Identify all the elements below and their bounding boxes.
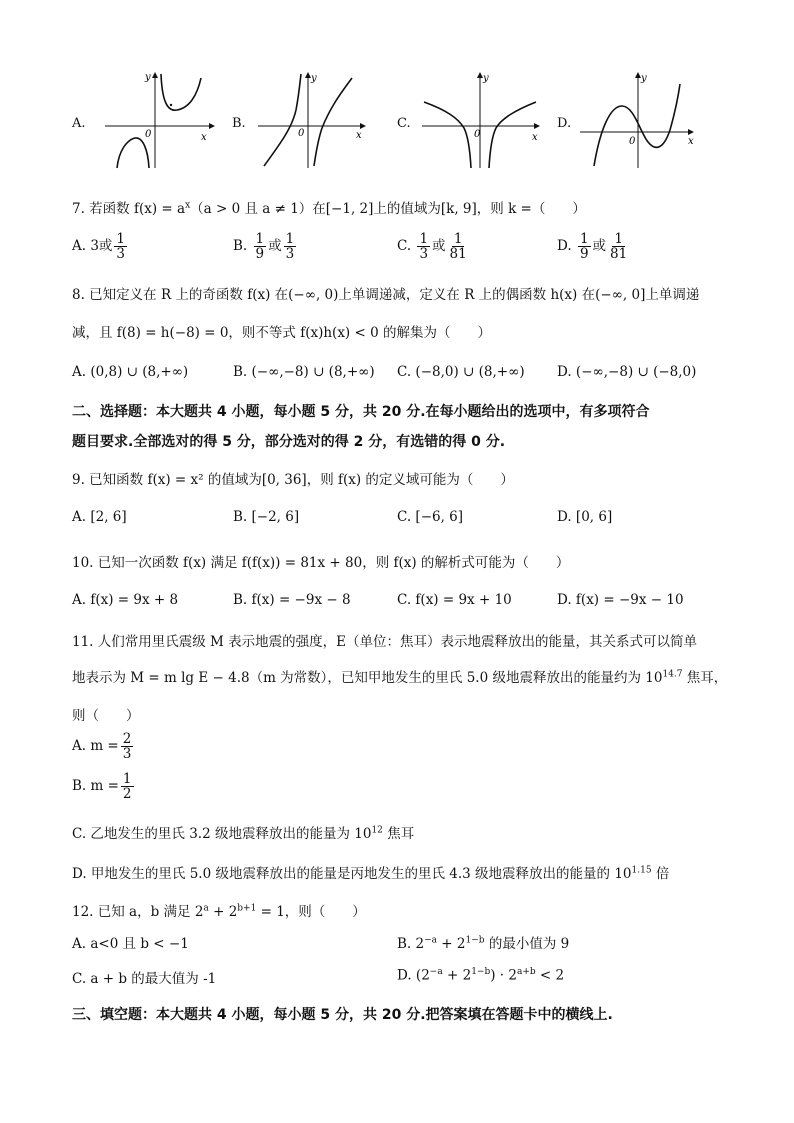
fraction: $\frac{1}{3}$ xyxy=(285,231,295,263)
svg-text:y: y xyxy=(145,72,151,83)
graph-b xyxy=(258,70,368,170)
svg-text:0: 0 xyxy=(145,129,152,140)
graph-label-c: C. xyxy=(397,116,411,131)
fraction: $\frac{1}{3}$ xyxy=(116,231,126,263)
q9-option-b[interactable]: B. [−2, 6] xyxy=(233,509,300,525)
fraction: $\frac{1}{2}$ xyxy=(122,771,132,803)
q12-option-a[interactable]: A. a<0 且 b < −1 xyxy=(72,936,189,952)
q8-option-c[interactable]: C. (−8,0) ∪ (8,+∞) xyxy=(397,364,525,380)
svg-text:x: x xyxy=(688,136,694,147)
q8-option-d[interactable]: D. (−∞,−8) ∪ (−8,0) xyxy=(557,364,697,380)
svg-text:y: y xyxy=(483,73,489,84)
svg-text:x: x xyxy=(201,132,207,143)
question-7-exponent: x xyxy=(185,200,191,211)
fraction: $\frac{1}{81}$ xyxy=(449,231,467,263)
svg-text:0: 0 xyxy=(474,129,481,140)
question-7-text-2: （a > 0 且 a ≠ 1）在[−1, 2]上的值域为[k, 9]，则 k =（ ） xyxy=(190,201,586,217)
section-3-heading: 三、填空题：本大题共 4 小题，每小题 5 分，共 20 分.把答案填在答题卡中的横线上. xyxy=(72,1007,613,1023)
section-2-heading-line-1: 二、选择题：本大题共 4 小题，每小题 5 分，共 20 分.在每小题给出的选项中，有多项符合 xyxy=(72,404,650,420)
q11-option-d[interactable]: D. 甲地发生的里氏 5.0 级地震释放出的能量是丙地发生的里氏 4.3 级地震释放出的能量的 $10^{1.15}$ 倍 xyxy=(72,865,670,882)
q12-option-b[interactable]: B. $2^{-a} + 2^{1-b}$ 的最小值为 9 xyxy=(397,935,570,952)
q10-option-a[interactable]: A. f(x) = 9x + 8 xyxy=(72,592,179,608)
q9-option-d[interactable]: D. [0, 6] xyxy=(557,509,613,525)
graph-d xyxy=(580,70,700,170)
q12-option-c[interactable]: C. a + b 的最大值为 -1 xyxy=(72,971,217,987)
fraction: $\frac{1}{9}$ xyxy=(255,231,265,263)
q12-option-d[interactable]: D. $(2^{-a} + 2^{1-b}) \cdot 2^{a+b} < 2$ xyxy=(397,967,565,984)
q7-option-c[interactable]: C. $\frac{1}{3}$ 或 $\frac{1}{81}$ xyxy=(397,231,467,263)
q7-option-d[interactable]: D. $\frac{1}{9}$ 或 $\frac{1}{81}$ xyxy=(557,231,628,263)
question-11-line-2: 地表示为 M = m lg E − 4.8（m 为常数），已知甲地发生的里氏 5.0 级地震释放出的能量约为 $10^{14.7}$ 焦耳， xyxy=(72,669,728,686)
svg-text:0: 0 xyxy=(298,128,305,139)
fraction: $\frac{2}{3}$ xyxy=(122,731,132,763)
fraction: $\frac{1}{9}$ xyxy=(579,231,589,263)
q8-option-a[interactable]: A. (0,8) ∪ (8,+∞) xyxy=(72,364,189,380)
q10-option-b[interactable]: B. f(x) = −9x − 8 xyxy=(233,592,351,608)
svg-text:x: x xyxy=(356,130,362,141)
question-8-line-1: 8. 已知定义在 R 上的奇函数 f(x) 在(−∞, 0)上单调递减，定义在 R 上的偶函数 h(x) 在(−∞, 0]上单调递 xyxy=(72,287,700,303)
section-2-heading-line-2: 题目要求.全部选对的得 5 分，部分选对的得 2 分，有选错的得 0 分. xyxy=(72,434,506,450)
svg-text:0: 0 xyxy=(629,136,636,147)
q11-option-a[interactable]: A. m = $\frac{2}{3}$ xyxy=(72,731,132,763)
q10-option-c[interactable]: C. f(x) = 9x + 10 xyxy=(397,592,512,608)
svg-text:x: x xyxy=(532,132,538,143)
svg-text:y: y xyxy=(311,73,317,84)
graph-a xyxy=(105,70,215,170)
fraction: $\frac{1}{3}$ xyxy=(419,231,429,263)
graph-label-d: D. xyxy=(557,116,572,131)
question-12: 12. 已知 a，b 满足 $2^a + 2^{b+1} = 1$，则（ ） xyxy=(72,903,366,920)
question-7-text: 7. 若函数 f(x) = a xyxy=(72,201,186,217)
graph-label-b: B. xyxy=(232,116,246,131)
q9-option-c[interactable]: C. [−6, 6] xyxy=(397,509,464,525)
q11-option-c[interactable]: C. 乙地发生的里氏 3.2 级地震释放出的能量为 $10^{12}$ 焦耳 xyxy=(72,825,415,842)
question-11-line-1: 11. 人们常用里氏震级 M 表示地震的强度，E（单位：焦耳）表示地震释放出的能量，其关系式可以简单 xyxy=(72,634,698,650)
question-8-line-2: 减，且 f(8) = h(−8) = 0，则不等式 f(x)h(x) < 0 的解集为（ ） xyxy=(72,325,491,341)
q8-option-b[interactable]: B. (−∞,−8) ∪ (8,+∞) xyxy=(233,364,375,380)
q11-option-b[interactable]: B. m = $\frac{1}{2}$ xyxy=(72,771,132,803)
question-11-line-3: 则（ ） xyxy=(72,708,140,724)
question-9: 9. 已知函数 f(x) = x² 的值域为[0, 36]，则 f(x) 的定义域可能为（ ） xyxy=(72,472,514,488)
graph-label-a: A. xyxy=(72,116,86,131)
q10-option-d[interactable]: D. f(x) = −9x − 10 xyxy=(557,592,684,608)
fraction: $\frac{1}{81}$ xyxy=(610,231,628,263)
question-10: 10. 已知一次函数 f(x) 满足 f(f(x)) = 81x + 80，则 f(x) 的解析式可能为（ ） xyxy=(72,555,570,571)
q9-option-a[interactable]: A. [2, 6] xyxy=(72,509,127,525)
q7-option-b[interactable]: B. $\frac{1}{9}$ 或 $\frac{1}{3}$ xyxy=(233,231,295,263)
question-7 xyxy=(72,197,586,217)
svg-text:y: y xyxy=(641,73,647,84)
q7-option-a[interactable]: A. 3或 $\frac{1}{3}$ xyxy=(72,231,126,263)
graph-c xyxy=(422,70,547,170)
